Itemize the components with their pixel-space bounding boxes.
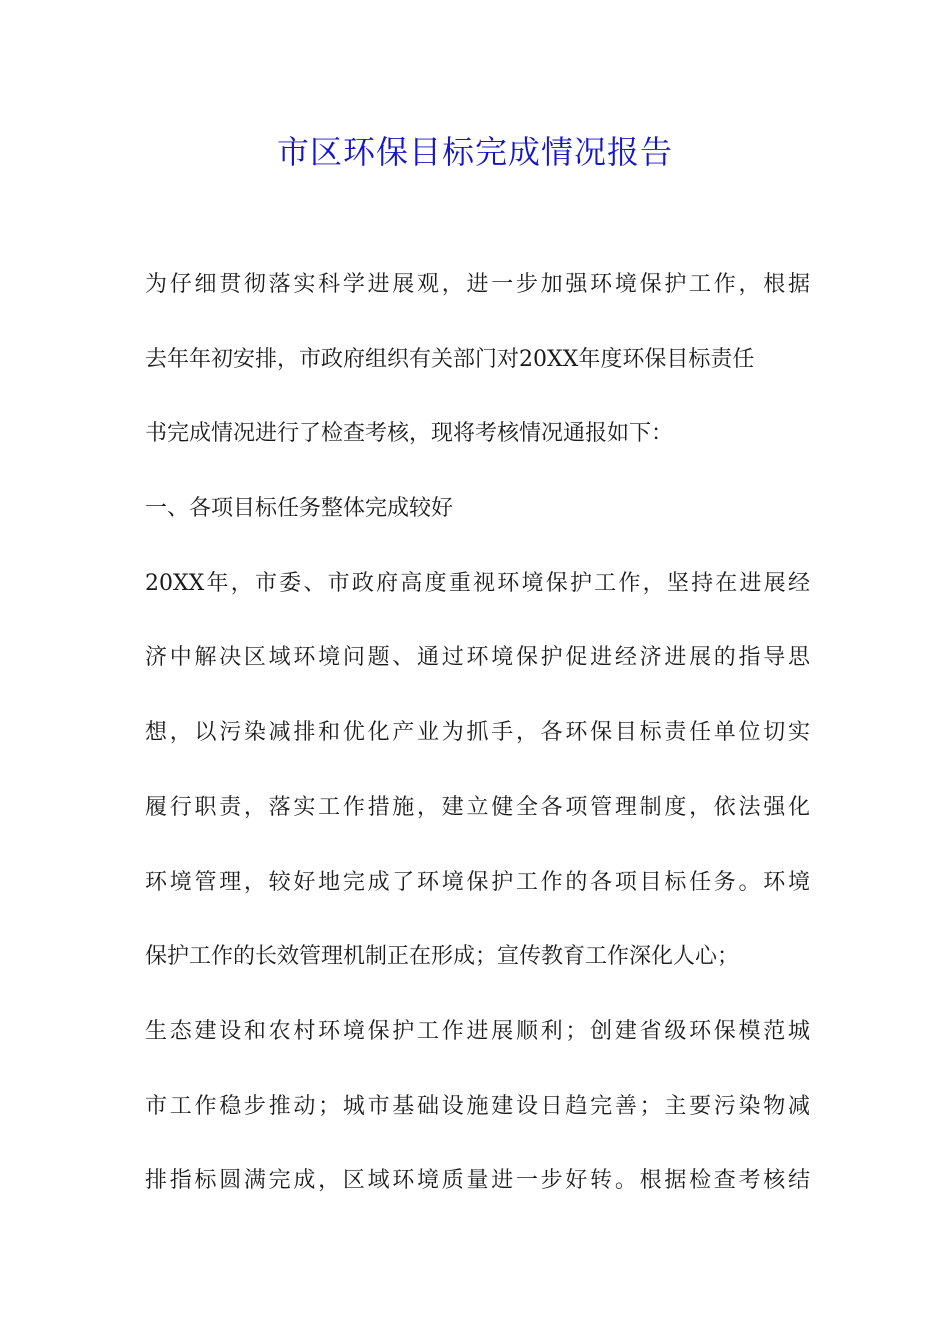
body-line: 为仔细贯彻落实科学进展观，进一步加强环境保护工作，根据 [145,272,810,297]
section-heading: 一、各项目标任务整体完成较好 [145,496,454,522]
page-title: 市区环保目标完成情况报告 [276,133,673,171]
body-line: 济中解决区域环境问题、通过环境保护促进经济进展的指导思 [145,645,810,671]
body-line: 市工作稳步推动；城市基础设施建设日趋完善；主要污染物减 [145,1093,810,1119]
body-line: 排指标圆满完成，区域环境质量进一步好转。根据检查考核结 [145,1168,810,1194]
body-line: 想，以污染减排和优化产业为抓手，各环保目标责任单位切实 [145,720,810,746]
body-line: 去年年初安排，市政府组织有关部门对20XX年度环保目标责任 [145,346,755,372]
body-line: 生态建设和农村环境保护工作进展顺利；创建省级环保模范城 [145,1018,810,1044]
body-line: 履行职责，落实工作措施，建立健全各项管理制度，依法强化 [145,794,810,820]
body-line: 书完成情况进行了检查考核，现将考核情况通报如下： [145,421,674,447]
body-line: 保护工作的长效管理机制正在形成；宣传教育工作深化人心； [145,944,740,970]
document-body [145,260,810,1231]
body-line: 环境管理，较好地完成了环境保护工作的各项目标任务。环境 [145,869,810,895]
body-line: 20XX年，市委、市政府高度重视环境保护工作，坚持在进展经 [145,570,810,596]
